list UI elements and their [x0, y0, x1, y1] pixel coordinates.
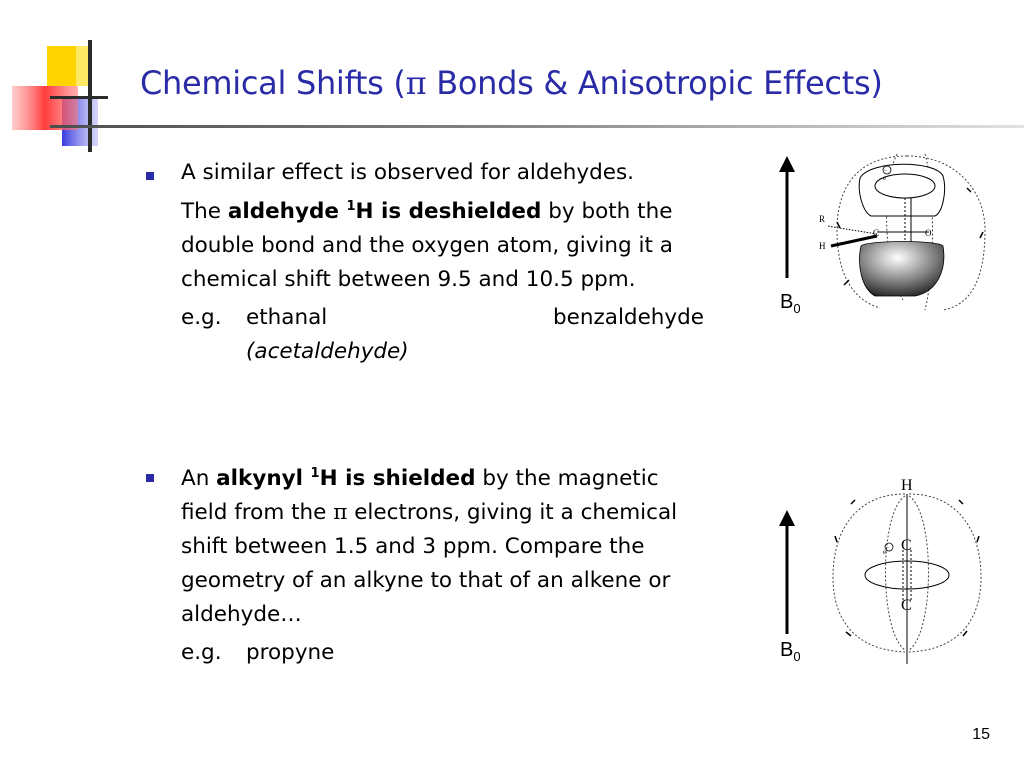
svg-text:e: e [883, 548, 887, 556]
atom-c-top: C [901, 537, 912, 554]
atom-h: H [819, 241, 826, 251]
pi-orbital-lower [860, 242, 944, 297]
bullet-1-text [181, 156, 781, 297]
slide-logo [0, 0, 140, 160]
bullet-2-text [181, 457, 781, 632]
bullet-2-line-1: An alkynyl $^1$H is shielded by the magnetic [181, 466, 659, 491]
atom-h: H [901, 477, 913, 494]
bullet-marker [146, 474, 154, 482]
induced-field-lines [833, 494, 905, 652]
alkyne-anisotropy-diagram [775, 472, 995, 672]
field-label-b0: $B_0$ [780, 291, 801, 316]
atom-c-bottom: C [901, 597, 912, 614]
example-ethanal: ethanal [246, 305, 328, 330]
bullet-2-line-3: shift between 1.5 and 3 ppm. Compare the [181, 534, 645, 559]
bullet-1-line-4: chemical shift between 9.5 and 10.5 ppm. [181, 267, 636, 292]
example-label: e.g. [181, 640, 222, 665]
bullet-2-line-4: geometry of an alkyne to that of an alkene or [181, 568, 671, 593]
atom-c: C [873, 228, 880, 238]
atom-o: O [925, 228, 932, 238]
atom-r: R [819, 214, 826, 224]
example-propyne: propyne [246, 640, 335, 665]
example-acetaldehyde: (acetaldehyde) [246, 339, 409, 364]
bullet-marker [146, 172, 154, 180]
bullet-1-line-1: A similar effect is observed for aldehydes. [181, 160, 635, 185]
aldehyde-anisotropy-diagram [775, 150, 995, 320]
svg-text:−: − [884, 168, 888, 174]
slide-title: Chemical Shifts (π Bonds & Anisotropic Effects) [140, 64, 883, 102]
bullet-1-line-2: The aldehyde $^1$H is deshielded by both the [181, 199, 673, 224]
svg-text:e: e [883, 174, 887, 182]
bullet-1-line-3: double bond and the oxygen atom, giving it a [181, 233, 673, 258]
page-number: 15 [972, 726, 990, 743]
title-divider [50, 125, 1024, 128]
example-benzaldehyde: benzaldehyde [553, 305, 705, 330]
svg-text:−: − [886, 545, 890, 551]
bullet-2-line-2: field from the π electrons, giving it a chemical [181, 500, 678, 525]
example-label: e.g. [181, 305, 222, 330]
field-label-b0: $B_0$ [780, 639, 801, 664]
bullet-2-line-5: aldehyde… [181, 602, 302, 627]
pi-orbital-upper [859, 164, 944, 216]
